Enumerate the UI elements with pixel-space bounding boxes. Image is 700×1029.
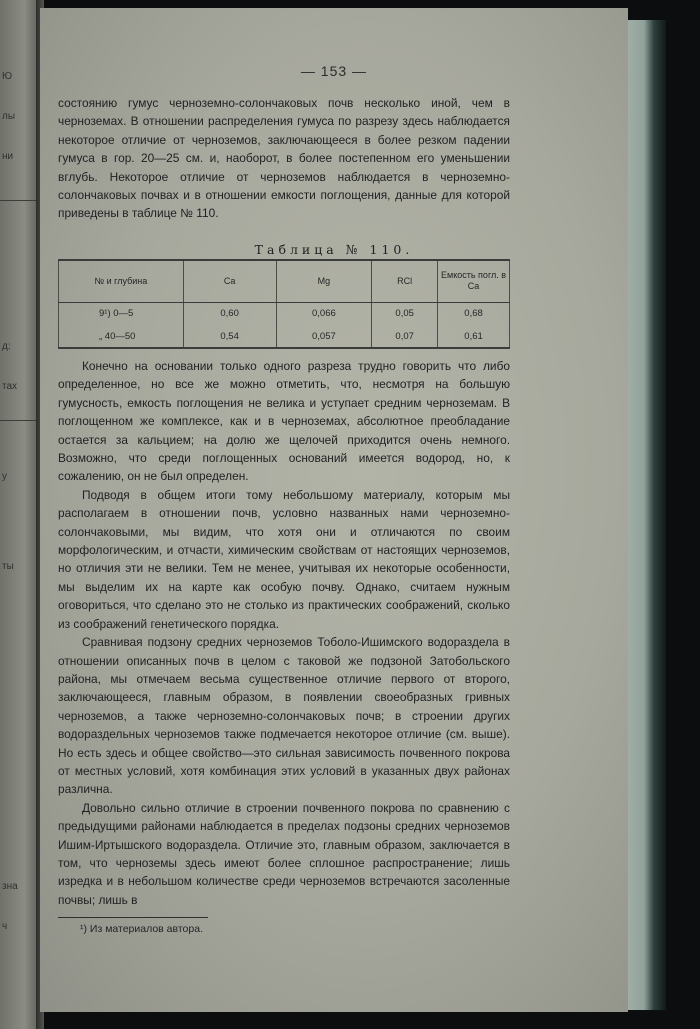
table-cell: 0,68 bbox=[438, 302, 510, 325]
adjacent-page-text: тах bbox=[2, 381, 18, 392]
table-cell: 0,05 bbox=[372, 302, 438, 325]
adjacent-page-text: у bbox=[2, 471, 7, 482]
main-text-block bbox=[58, 357, 510, 909]
table-cell: 0,07 bbox=[372, 325, 438, 348]
adjacent-page-text: зна bbox=[2, 881, 18, 892]
data-table bbox=[58, 259, 510, 349]
column-header: RCl bbox=[372, 260, 438, 302]
adjacent-page-text: ни bbox=[2, 151, 14, 162]
footnote-divider bbox=[58, 917, 208, 918]
paragraph: состоянию гумус черноземно-солончаковых почв несколько иной, чем в черноземах. В отношении распределения гумуса по разрезу здесь наблюдается некоторое отличие от черноземов, заключающееся в более резком падении гумуса в гор. 20—25 см. и, наоборот, в более постепенном его уменьшении вглубь. Некоторое отличие от черноземов наблюдается в черноземно-солончаковых почвах и в отношении емкости поглощения, данные для которой приведены в таблице № 110. bbox=[58, 96, 510, 221]
adjacent-page-text: ч bbox=[2, 921, 8, 932]
book-page bbox=[40, 8, 628, 1012]
paragraph: Конечно на основании только одного разреза трудно говорить что либо определенное, но все же можно отметить, что, несмотря на большую гумусность, емкость поглощения не велика и уступает средним черноземам. В поглощенном же комплексе, как и в черноземах, абсолютное преобладание остается за кальцием; на долю же щелочей приходится очень немного. Возможно, что среди поглощенных оснований имеется водород, но, к сожалению, он не был определен. bbox=[58, 359, 510, 484]
adjacent-page-text: д: bbox=[2, 341, 11, 352]
table-cell: 9¹) 0—5 bbox=[59, 302, 184, 325]
adjacent-page-text: ты bbox=[2, 561, 14, 572]
column-header: Емкость погл. в Ca bbox=[438, 260, 510, 302]
table-title: Таблица № 110. bbox=[254, 242, 414, 257]
book-cover-edge bbox=[626, 20, 666, 1010]
intro-text-block bbox=[58, 94, 510, 223]
table-cell: 0,60 bbox=[183, 302, 276, 325]
page-number: — 153 — bbox=[300, 63, 368, 79]
table-cell: 0,057 bbox=[276, 325, 372, 348]
adjacent-page-text: Ю bbox=[2, 71, 13, 82]
paragraph: Подводя в общем итоги тому небольшому материалу, которым мы располагаем в отношении почв, условно названных нами черноземно-солончаковыми, мы видим, что хотя они и отличаются по своим морфологическим, и отчасти, химическим свойствам от настоящих черноземов, но отличия эти не велики. Тем не менее, учитывая их некоторые особенности, мы выделим их на карте как особую почву. Однако, считаем нужным оговориться, что сделано это не столько из практических соображений, сколько из соображений генетического порядка. bbox=[58, 487, 510, 631]
adjacent-page-edge bbox=[0, 0, 40, 1029]
column-header: № и глубина bbox=[59, 260, 184, 302]
table-cell: 0,54 bbox=[183, 325, 276, 348]
paragraph: Сравнивая подзону средних черноземов Тоболо-Ишимского водораздела в отношении описанных почв в целом с таковой же подзоной Затобольского района, мы отмечаем весьма существенное отличие первого от второго, заключающееся, главным образом, в появлении своеобразных гривных черноземов, а также черноземно-солончаковых почв; в строении других водораздельных черноземов также подмечается некоторое отличие (см. выше). Но есть здесь и общее свойство—это сильная зависимость почвенного покрова от местных условий, хотя комбинация этих условий в указанных двух районах различна. bbox=[58, 635, 510, 797]
table-header-row bbox=[59, 260, 510, 302]
table-row bbox=[59, 302, 510, 325]
table-row bbox=[59, 325, 510, 348]
adjacent-page-rule bbox=[0, 200, 40, 201]
adjacent-page-rule bbox=[0, 420, 40, 421]
table-cell: „ 40—50 bbox=[59, 325, 184, 348]
adjacent-page-text: лы bbox=[2, 111, 16, 122]
table-cell: 0,61 bbox=[438, 325, 510, 348]
column-header: Ca bbox=[183, 260, 276, 302]
column-header: Mg bbox=[276, 260, 372, 302]
paragraph: Довольно сильно отличие в строении почвенного покрова по сравнению с предыдущими районами наблюдается в пределах подзоны средних черноземов Ишим-Иртышского водораздела. Отличие это, главным образом, заключается в том, что черноземы здесь имеют более сплошное распространение; лишь изредка и в небольшом количестве среди черноземов встречаются засоленные почвы; лишь в bbox=[58, 800, 510, 907]
footnote: ¹) Из материалов автора. bbox=[80, 923, 203, 935]
table-cell: 0,066 bbox=[276, 302, 372, 325]
